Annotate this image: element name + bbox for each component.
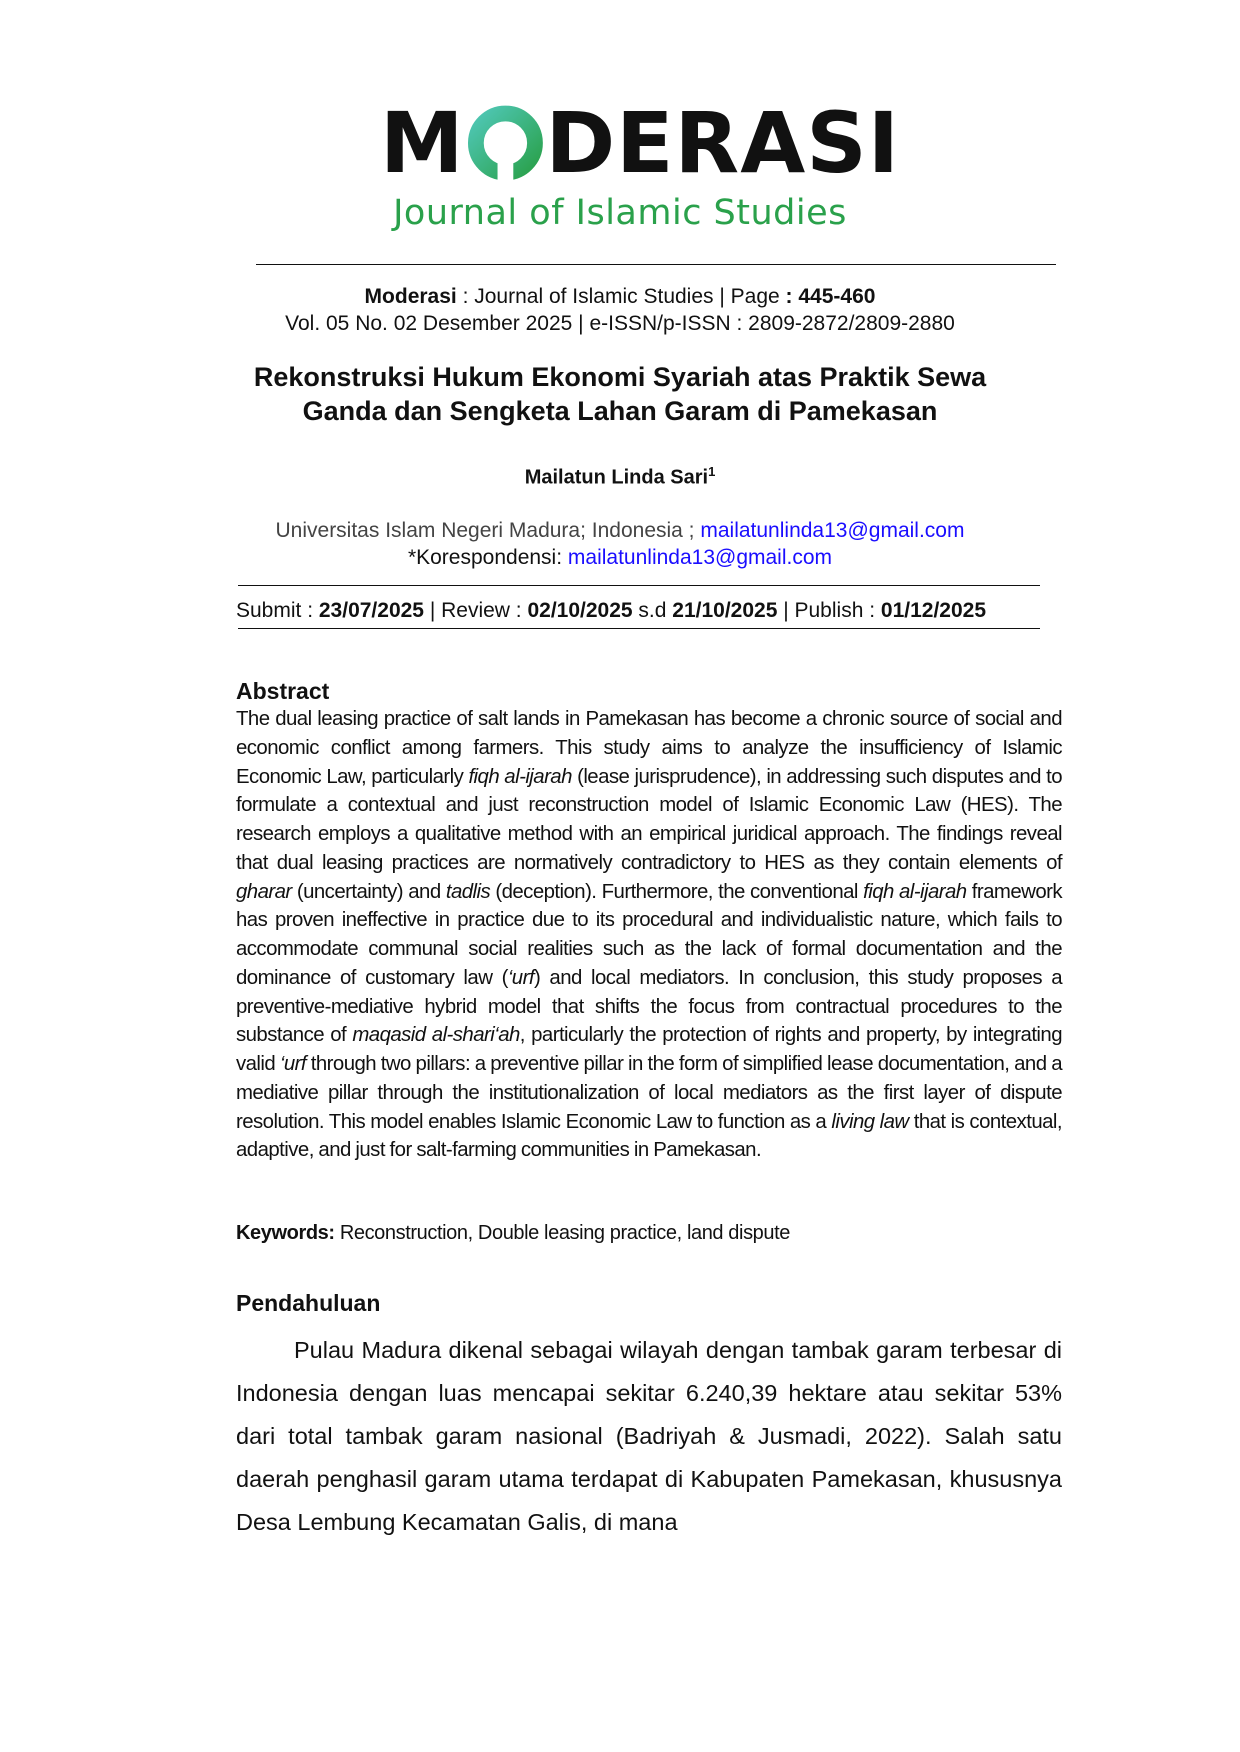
- publish-label: | Publish :: [777, 599, 881, 622]
- submit-date: 23/07/2025: [318, 599, 424, 622]
- introduction-text: Pulau Madura dikenal sebagai wilayah dengan tambak garam terbesar di Indonesia dengan luas mencapai sekitar 6.240,39 hektare atau sekitar 53% dari total tambak garam nasional (Badriyah & Jusmadi, 2022). Salah satu daerah penghasil garam utama terdapat di Kabupaten Pamekasan, khususnya Desa Lembung Kecamatan Galis, di mana: [236, 1337, 1062, 1535]
- journal-logo: [380, 94, 900, 192]
- abstract-heading: Abstract: [236, 678, 330, 704]
- introduction-paragraph: [236, 1329, 1062, 1544]
- stylized-o-icon: [467, 102, 544, 184]
- logo-tagline: Journal of Islamic Studies: [393, 193, 847, 233]
- review-end-date: 21/10/2025: [672, 599, 778, 622]
- author-superscript: 1: [708, 464, 716, 479]
- affiliation: [200, 518, 1040, 544]
- title-line-1: Rekonstruksi Hukum Ekonomi Syariah atas Praktik Sewa: [253, 362, 987, 392]
- logo-letters-derasi: DERASI: [545, 94, 900, 192]
- keywords-label: Keywords:: [236, 1222, 335, 1244]
- keywords-text: Reconstruction, Double leasing practice, land dispute: [334, 1222, 790, 1244]
- submit-label: Submit :: [236, 599, 319, 622]
- review-label: | Review :: [423, 599, 528, 622]
- dates-top-divider: [238, 585, 1040, 586]
- journal-subtitle: : Journal of Islamic Studies | Page: [456, 285, 786, 308]
- submission-dates: [236, 598, 1060, 624]
- logo-letter-m: M: [380, 94, 465, 192]
- title-line-2: Ganda dan Sengketa Lahan Garam di Pamekasan: [302, 396, 938, 426]
- article-title: [190, 360, 1050, 428]
- introduction-heading: Pendahuluan: [236, 1290, 381, 1316]
- dates-bottom-divider: [238, 628, 1040, 629]
- journal-info: [230, 284, 1010, 310]
- author-email-link[interactable]: mailatunlinda13@gmail.com: [700, 519, 965, 542]
- correspondence-email-link[interactable]: mailatunlinda13@gmail.com: [567, 546, 833, 569]
- journal-volume-issn: Vol. 05 No. 02 Desember 2025 | e-ISSN/p-ISSN : 2809-2872/2809-2880: [285, 312, 955, 335]
- review-start-date: 02/10/2025: [527, 599, 633, 622]
- correspondence: [200, 545, 1040, 571]
- journal-pages: : 445-460: [785, 285, 876, 308]
- author-name: [230, 464, 1010, 490]
- correspondence-label: *Korespondensi:: [407, 546, 568, 569]
- publish-date: 01/12/2025: [880, 599, 986, 622]
- author-text: Mailatun Linda Sari: [524, 466, 709, 489]
- abstract-text: The dual leasing practice of salt lands in Pamekasan has become a chronic source of social and economic conflict among farmers. This study aims to analyze the insufficiency of Islamic Economic Law, particularly fiqh al-ijarah (lease jurisprudence), in addressing such disputes and to formulate a contextual and just reconstruction model of Islamic Economic Law (HES). The research employs a qualitative method with an empirical juridical approach. The findings reveal that dual leasing practices are normatively contradictory to HES as they contain elements of gharar (uncertainty) and tadlis (deception). Furthermore, the conventional fiqh al-ijarah framework has proven ineffective in practice due to its procedural and individualistic nature, which fails to accommodate communal social realities such as the lack of formal documentation and the dominance of customary law (‘urf) and local mediators. In conclusion, this study proposes a preventive-mediative hybrid model that shifts the focus from contractual procedures to the substance of maqasid al-shari‘ah, particularly the protection of rights and property, by integrating valid ‘urf through two pillars: a preventive pillar in the form of simplified lease documentation, and a mediative pillar through the institutionalization of local mediators as the first layer of dispute resolution. This model enables Islamic Economic Law to function as a living law that is contextual, adaptive, and just for salt-farming communities in Pamekasan.: [236, 708, 1062, 1162]
- header-divider: [256, 264, 1056, 265]
- keywords: [236, 1222, 1062, 1245]
- journal-name: Moderasi: [364, 285, 457, 308]
- affiliation-text: Universitas Islam Negeri Madura; Indonesia ;: [275, 519, 701, 542]
- review-sd: s.d: [632, 599, 673, 622]
